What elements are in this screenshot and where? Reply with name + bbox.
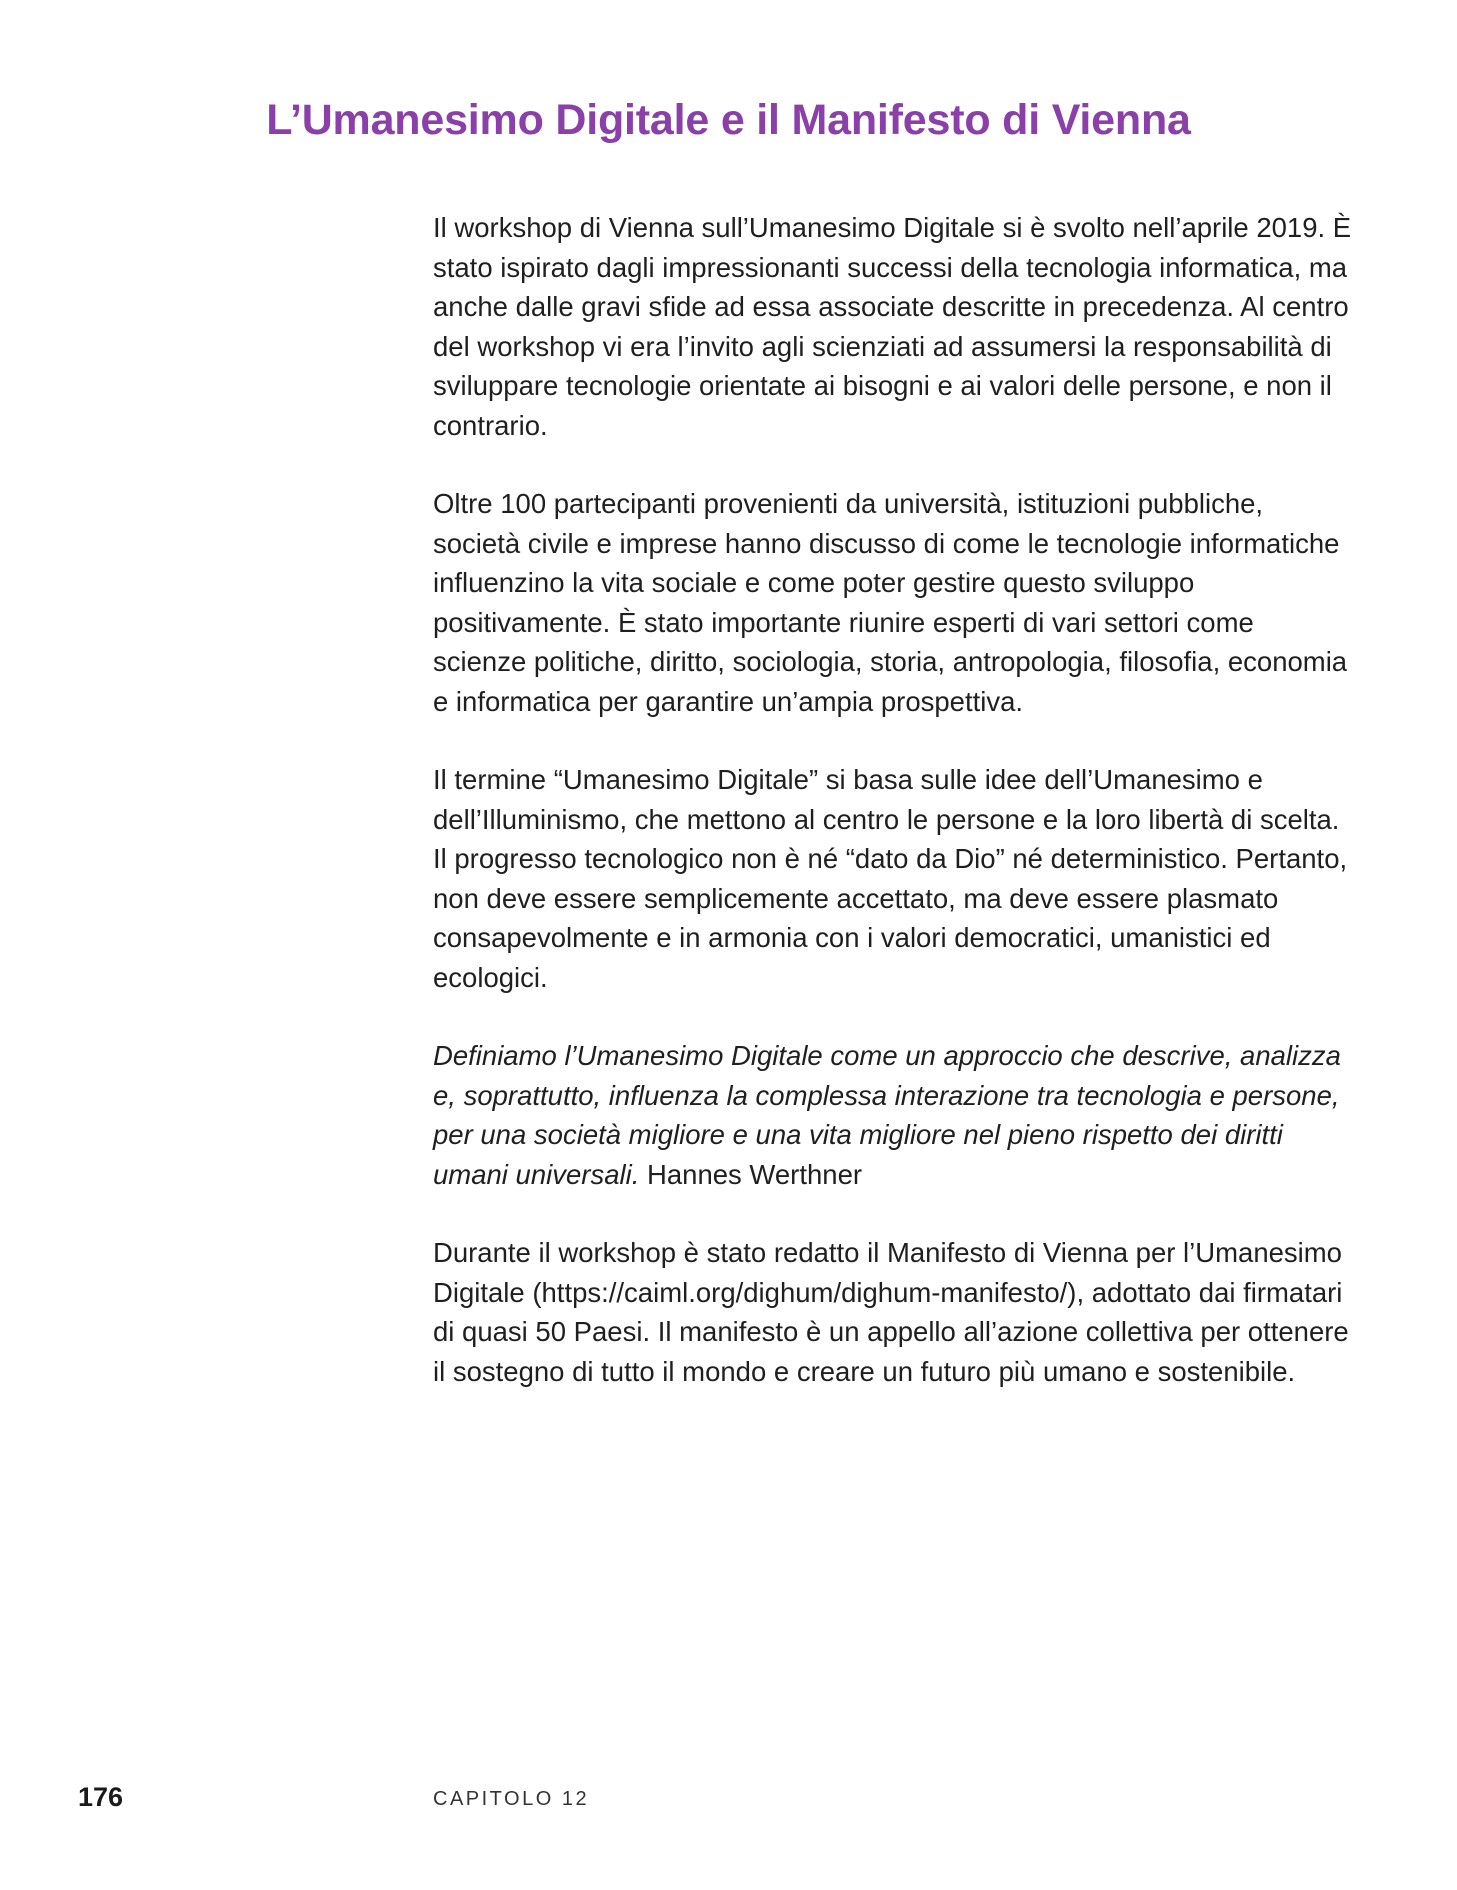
paragraph-workshop: Il workshop di Vienna sull’Umanesimo Digitale si è svolto nell’aprile 2019. È stato ispirato dagli impressionanti successi della tecnologia informatica, ma anche dalle gravi sfide ad essa associate descritte in precedenza. Al centro del workshop vi era l’invito agli scienziati ad assumersi la responsabilità di sviluppare tecnologie orientate ai bisogni e ai valori delle persone, e non il contrario. — [433, 212, 1352, 441]
quote-paragraph — [433, 1036, 1353, 1194]
chapter-label: CAPITOLO 12 — [433, 1788, 590, 1810]
paragraph-manifesto: Durante il workshop è stato redatto il Manifesto di Vienna per l’Umanesimo Digitale (https://caiml.org/dighum/dighum-manifesto/), adottato dai firmatari di quasi 50 Paesi. Il manifesto è un appello all’azione collettiva per ottenere il sostegno di tutto il mondo e creare un futuro più umano e sostenibile. — [433, 1237, 1349, 1387]
page-number: 176 — [78, 1782, 124, 1812]
article-body — [433, 208, 1353, 1430]
definition-quote: Definiamo l’Umanesimo Digitale come un approccio che descrive, analizza e, soprattutto, influenza la complessa interazione tra tecnologia e persone, per una società migliore e una vita migliore nel pieno rispetto dei diritti umani universali. — [433, 1040, 1341, 1190]
quote-author: Hannes Werthner — [647, 1158, 863, 1190]
paragraph-participants: Oltre 100 partecipanti provenienti da università, istituzioni pubbliche, società civile e imprese hanno discusso di come le tecnologie informatiche influenzino la vita sociale e come poter gestire questo sviluppo positivamente. È stato importante riunire esperti di vari settori come scienze politiche, diritto, sociologia, storia, antropologia, filosofia, economia e informatica per garantire un’ampia prospettiva. — [433, 488, 1348, 717]
page-title: L’Umanesimo Digitale e il Manifesto di Vienna — [266, 96, 1191, 144]
paragraph-term: Il termine “Umanesimo Digitale” si basa sulle idee dell’Umanesimo e dell’Illuminismo, che mettono al centro le persone e la loro libertà di scelta. Il progresso tecnologico non è né “dato da Dio” né deterministico. Pertanto, non deve essere semplicemente accettato, ma deve essere plasmato consapevolmente e in armonia con i valori democratici, umanistici ed ecologici. — [433, 764, 1348, 993]
